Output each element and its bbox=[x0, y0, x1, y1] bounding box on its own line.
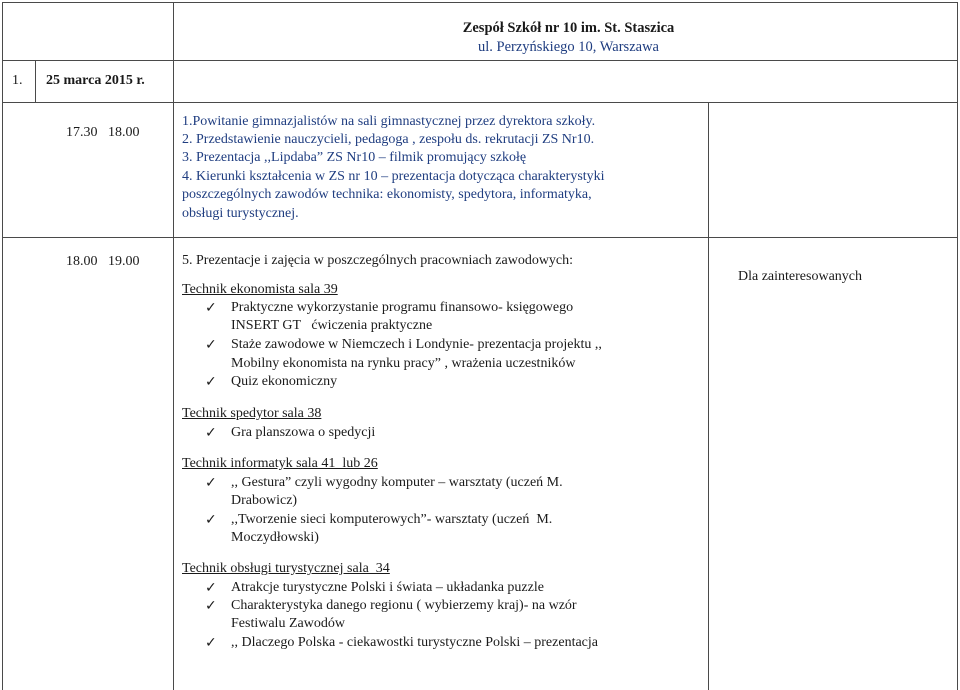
checkmark-icon: ✓ bbox=[205, 580, 217, 596]
checkmark-icon: ✓ bbox=[205, 425, 217, 441]
activity-line: Staże zawodowe w Niemczech i Londynie- prezentacja projektu ,, bbox=[231, 337, 602, 352]
row-divider-header bbox=[2, 60, 958, 61]
checkmark-icon: ✓ bbox=[205, 635, 217, 651]
column-divider-num bbox=[35, 60, 36, 102]
table-border-top bbox=[2, 2, 958, 3]
activity-line: INSERT GT ćwiczenia praktyczne bbox=[231, 318, 433, 333]
agenda-item: poszczególnych zawodów technika: ekonomisty, spedytora, informatyka, bbox=[182, 187, 592, 202]
activity-line: ,, Dlaczego Polska - ciekawostki turystyczne Polski – prezentacja bbox=[231, 635, 598, 650]
school-name: Zespół Szkół nr 10 im. St. Staszica bbox=[462, 20, 675, 36]
agenda-item: 3. Prezentacja ,,Lipdaba” ZS Nr10 – filmik promujący szkołę bbox=[182, 150, 527, 165]
audience-label: Dla zainteresowanych bbox=[738, 269, 862, 284]
school-address: ul. Perzyńskiego 10, Warszawa bbox=[478, 39, 659, 55]
checkmark-icon: ✓ bbox=[205, 512, 217, 528]
table-border-right bbox=[957, 2, 958, 690]
table-border-left bbox=[2, 2, 3, 690]
checkmark-icon: ✓ bbox=[205, 598, 217, 614]
session-2-time: 18.00 19.00 bbox=[66, 254, 140, 269]
checkmark-icon: ✓ bbox=[205, 337, 217, 353]
checkmark-icon: ✓ bbox=[205, 374, 217, 390]
row-divider-date bbox=[2, 102, 958, 103]
agenda-item: 2. Przedstawienie nauczycieli, pedagoga , zespołu ds. rekrutacji ZS Nr10. bbox=[182, 132, 595, 147]
agenda-item: obsługi turystycznej. bbox=[182, 206, 299, 221]
section-title: Technik obsługi turystycznej sala 34 bbox=[182, 561, 390, 576]
activity-line: Mobilny ekonomista na rynku pracy” , wrażenia uczestników bbox=[231, 356, 576, 371]
activity-line: ,,Tworzenie sieci komputerowych”- warsztaty (uczeń M. bbox=[231, 512, 553, 527]
session-1-time: 17.30 18.00 bbox=[66, 125, 140, 140]
agenda-item: 4. Kierunki kształcenia w ZS nr 10 – prezentacja dotycząca charakterystyki bbox=[182, 169, 605, 184]
row-number: 1. bbox=[12, 73, 23, 88]
activity-line: Atrakcje turystyczne Polski i świata – układanka puzzle bbox=[231, 580, 544, 595]
activity-line: Festiwalu Zawodów bbox=[231, 616, 345, 631]
section-title: Technik spedytor sala 38 bbox=[182, 406, 322, 421]
session-2-intro: 5. Prezentacje i zajęcia w poszczególnych pracowniach zawodowych: bbox=[182, 253, 574, 268]
school-header bbox=[180, 19, 957, 57]
activity-line: Quiz ekonomiczny bbox=[231, 374, 338, 389]
activity-line: Gra planszowa o spedycji bbox=[231, 425, 376, 440]
section-title: Technik informatyk sala 41 lub 26 bbox=[182, 456, 378, 471]
agenda-item: 1.Powitanie gimnazjalistów na sali gimnastycznej przez dyrektora szkoły. bbox=[182, 114, 596, 129]
activity-line: Charakterystyka danego regionu ( wybierzemy kraj)- na wzór bbox=[231, 598, 577, 613]
column-divider-time bbox=[173, 2, 174, 690]
activity-line: ,, Gestura” czyli wygodny komputer – warsztaty (uczeń M. bbox=[231, 475, 563, 490]
column-divider-audience bbox=[708, 102, 709, 690]
checkmark-icon: ✓ bbox=[205, 300, 217, 316]
checkmark-icon: ✓ bbox=[205, 475, 217, 491]
event-date: 25 marca 2015 r. bbox=[46, 73, 145, 88]
activity-line: Praktyczne wykorzystanie programu finansowo- księgowego bbox=[231, 300, 574, 315]
row-divider-session bbox=[2, 237, 958, 238]
activity-line: Drabowicz) bbox=[231, 493, 298, 508]
activity-line: Moczydłowski) bbox=[231, 530, 319, 545]
section-title: Technik ekonomista sala 39 bbox=[182, 282, 338, 297]
